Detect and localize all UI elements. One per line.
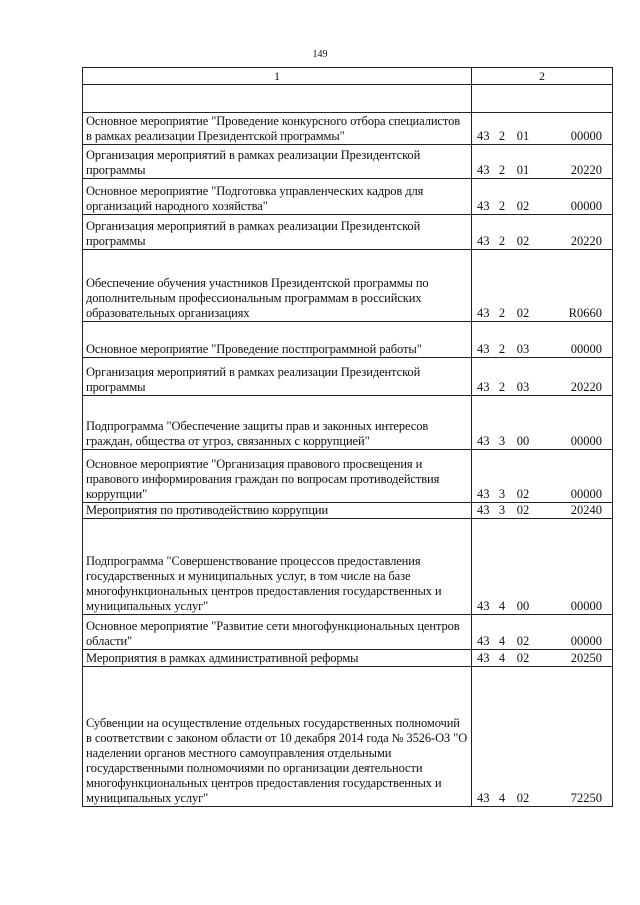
spacer-row: [83, 85, 613, 113]
row-name: Основное мероприятие "Проведение постпрограммной работы": [83, 322, 472, 358]
row-name: Основное мероприятие "Проведение конкурсного отбора специалистов в рамках реализации Президентской программы": [83, 113, 472, 145]
table-row: [83, 615, 613, 650]
header-col-1: 1: [83, 68, 472, 85]
table-row: [83, 179, 613, 215]
row-code: 43 2 01 00000: [472, 113, 613, 145]
row-code: 43 3 00 00000: [472, 396, 613, 450]
table-row: [83, 358, 613, 396]
row-name: Обеспечение обучения участников Президентской программы по дополнительным профессиональным программам в российских образовательных организациях: [83, 250, 472, 322]
table-row: [83, 519, 613, 615]
row-code: 43 2 02 20220: [472, 215, 613, 250]
table-row: [83, 396, 613, 450]
table-row: [83, 145, 613, 179]
row-code: 43 3 02 00000: [472, 450, 613, 503]
row-name: Мероприятия в рамках административной реформы: [83, 650, 472, 667]
row-name: Организация мероприятий в рамках реализации Президентской программы: [83, 358, 472, 396]
row-name: Организация мероприятий в рамках реализации Президентской программы: [83, 215, 472, 250]
row-code: 43 4 02 00000: [472, 615, 613, 650]
header-col-2: 2: [472, 68, 613, 85]
table-row: [83, 250, 613, 322]
table-row: [83, 667, 613, 807]
row-code: 43 4 00 00000: [472, 519, 613, 615]
row-name: Основное мероприятие "Организация правового просвещения и правового информирования граждан по вопросам противодействия коррупции": [83, 450, 472, 503]
row-code: 43 2 02 00000: [472, 179, 613, 215]
row-name: Основное мероприятие "Развитие сети многофункциональных центров области": [83, 615, 472, 650]
row-code: 43 2 01 20220: [472, 145, 613, 179]
page-number: 149: [312, 49, 328, 60]
row-name: Субвенции на осуществление отдельных государственных полномочий в соответствии с законом области от 10 декабря 2014 года № 3526-ОЗ "О наделении органов местного самоуправления отдельными государственными полномочиями по организации деятельности многофункциональных центров предоставления государственных и муниципальных услуг": [83, 667, 472, 807]
row-name: Подпрограмма "Совершенствование процессов предоставления государственных и муниципальных услуг, в том числе на базе многофункциональных центров предоставления государственных и муниципальных услуг": [83, 519, 472, 615]
row-code: 43 4 02 72250: [472, 667, 613, 807]
header-row: [83, 68, 613, 85]
table-row: [83, 650, 613, 667]
row-code: 43 4 02 20250: [472, 650, 613, 667]
row-name: Мероприятия по противодействию коррупции: [83, 503, 472, 519]
budget-table: [82, 67, 613, 807]
row-code: 43 2 03 20220: [472, 358, 613, 396]
row-name: Подпрограмма "Обеспечение защиты прав и законных интересов граждан, общества от угроз, связанных с коррупцией": [83, 396, 472, 450]
row-name: Организация мероприятий в рамках реализации Президентской программы: [83, 145, 472, 179]
row-name: Основное мероприятие "Подготовка управленческих кадров для организаций народного хозяйства": [83, 179, 472, 215]
table-row: [83, 215, 613, 250]
row-code: 43 2 02 R0660: [472, 250, 613, 322]
table-row: [83, 322, 613, 358]
row-code: 43 2 03 00000: [472, 322, 613, 358]
table-row: [83, 503, 613, 519]
row-code: 43 3 02 20240: [472, 503, 613, 519]
table-row: [83, 113, 613, 145]
table-row: [83, 450, 613, 503]
